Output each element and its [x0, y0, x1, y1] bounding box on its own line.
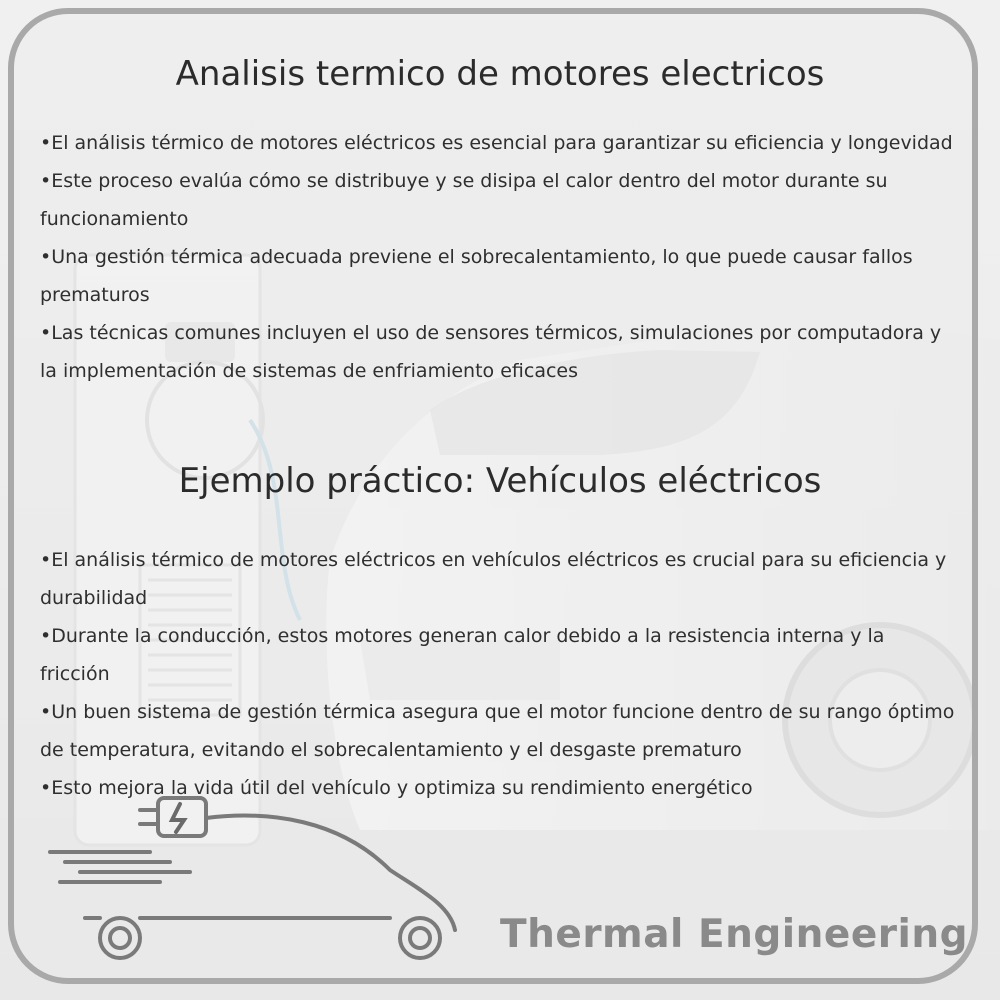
- list-item: • El análisis térmico de motores eléctricos en vehículos eléctricos es crucial para su eficiencia y durabilidad: [40, 541, 960, 617]
- list-item: • Un buen sistema de gestión térmica asegura que el motor funcione dentro de su rango óptimo de temperatura, evitando el sobrecalentamiento y el desgaste prematuro: [40, 693, 960, 769]
- watermark-text: Thermal Engineering: [500, 912, 969, 957]
- list-item: • Una gestión térmica adecuada previene el sobrecalentamiento, lo que puede causar fallos prematuros: [40, 238, 960, 314]
- list-item: • Durante la conducción, estos motores generan calor debido a la resistencia interna y la fricción: [40, 617, 960, 693]
- list-item: • Las técnicas comunes incluyen el uso de sensores térmicos, simulaciones por computadora y la implementación de sistemas de enfriamiento eficaces: [40, 314, 960, 390]
- list-item: • Esto mejora la vida útil del vehículo y optimiza su rendimiento energético: [40, 769, 960, 807]
- section2-bullet-list: [40, 541, 960, 807]
- list-item: • El análisis térmico de motores eléctricos es esencial para garantizar su eficiencia y longevidad: [40, 124, 960, 162]
- section2-title: Ejemplo práctico: Vehículos eléctricos: [178, 461, 822, 501]
- section1-title: Analisis termico de motores electricos: [175, 54, 825, 94]
- list-item: • Este proceso evalúa cómo se distribuye y se disipa el calor dentro del motor durante su funcionamiento: [40, 162, 960, 238]
- section1-bullet-list: [40, 124, 960, 390]
- electric-car-logo-icon: [40, 790, 480, 960]
